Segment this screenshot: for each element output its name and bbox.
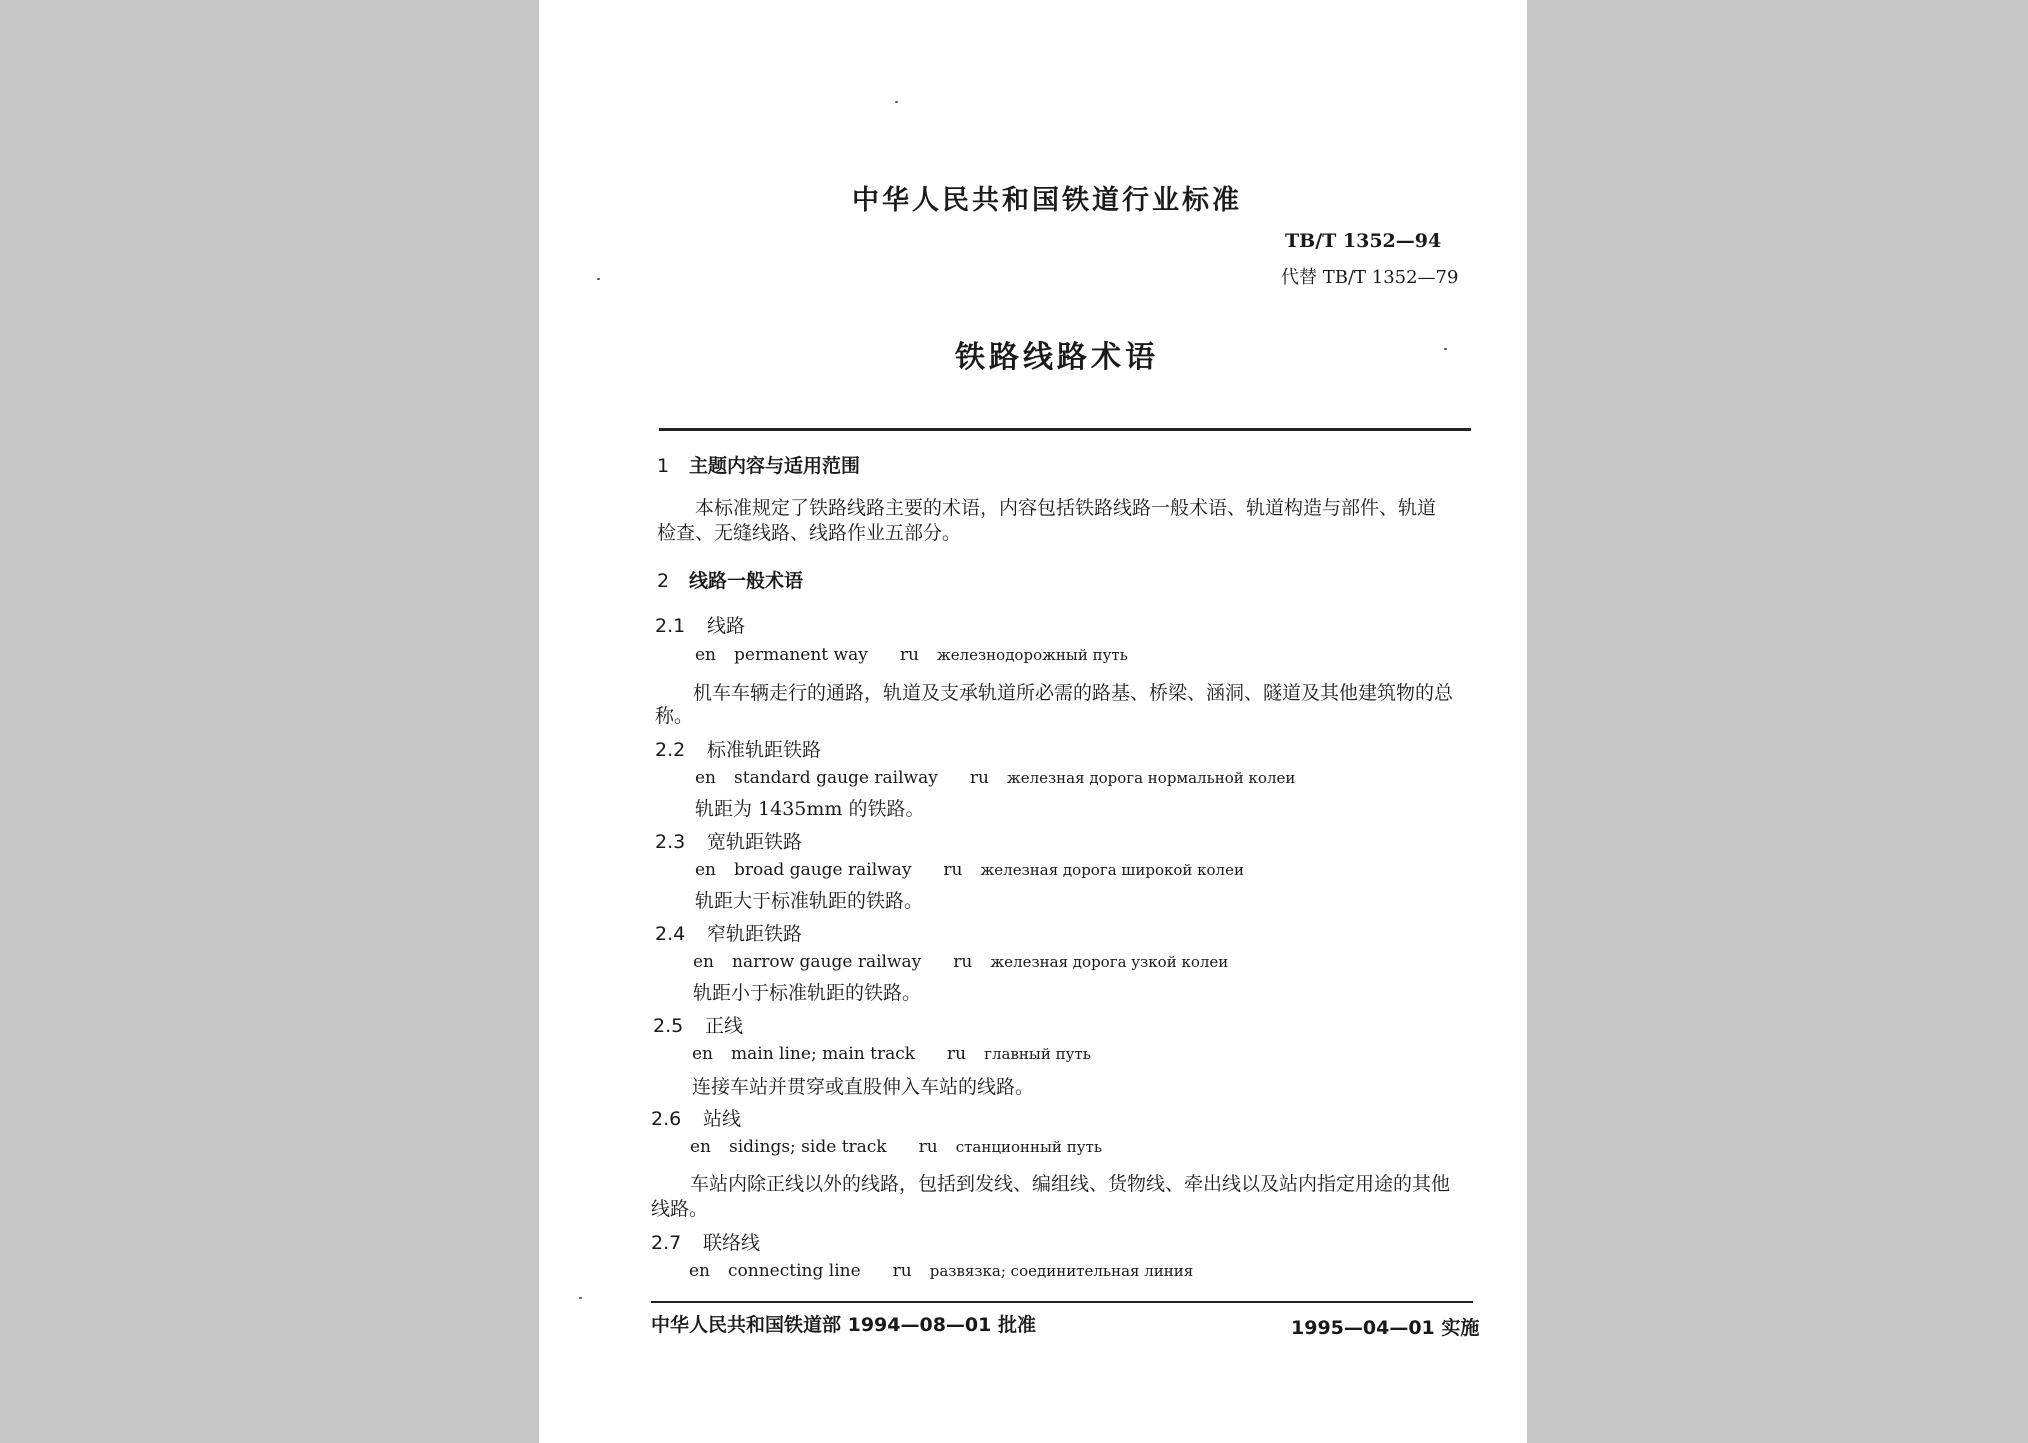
term-translations bbox=[690, 1137, 1102, 1157]
term-heading bbox=[655, 735, 821, 762]
approval-line: 中华人民共和国铁道部 1994—08—01 批准 bbox=[651, 1314, 1036, 1336]
term-definition: 车站内除正线以外的线路，包括到发线、编组线、货物线、牵出线以及站内指定用途的其他 bbox=[690, 1173, 1451, 1195]
term-translations bbox=[693, 952, 1228, 972]
term-translations bbox=[692, 1044, 1091, 1064]
russian-term: железнодорожный путь bbox=[936, 646, 1128, 664]
english-term: main line; main track bbox=[731, 1044, 916, 1064]
russian-term: станционный путь bbox=[955, 1138, 1102, 1156]
term-heading bbox=[655, 827, 802, 854]
scan-speck bbox=[579, 1297, 582, 1299]
footer-divider bbox=[651, 1301, 1473, 1303]
scan-speck bbox=[895, 101, 898, 103]
russian-term: железная дорога широкой колеи bbox=[980, 861, 1244, 879]
ru-tag: ru bbox=[899, 645, 919, 665]
en-tag: en bbox=[695, 768, 717, 788]
term-number: 2.7 bbox=[651, 1232, 682, 1254]
term-definition: 轨距大于标准轨距的铁路。 bbox=[695, 890, 924, 912]
scan-speck bbox=[597, 278, 600, 280]
section-title: 主题内容与适用范围 bbox=[689, 455, 861, 477]
term-name: 宽轨距铁路 bbox=[707, 831, 803, 853]
section-title: 线路一般术语 bbox=[689, 570, 804, 592]
section-number: 1 bbox=[657, 455, 670, 477]
issuer-heading: 中华人民共和国铁道行业标准 bbox=[852, 185, 1242, 216]
ru-tag: ru bbox=[943, 860, 963, 880]
term-heading bbox=[655, 919, 802, 946]
scan-speck bbox=[1444, 348, 1447, 350]
term-translations bbox=[695, 860, 1244, 880]
english-term: broad gauge railway bbox=[734, 860, 912, 880]
english-term: standard gauge railway bbox=[734, 768, 938, 788]
en-tag: en bbox=[689, 1261, 711, 1281]
ru-tag: ru bbox=[947, 1044, 967, 1064]
term-name: 站线 bbox=[703, 1108, 742, 1130]
english-term: connecting line bbox=[728, 1261, 861, 1281]
term-name: 窄轨距铁路 bbox=[707, 923, 803, 945]
russian-term: железная дорога нормальной колеи bbox=[1006, 769, 1296, 787]
english-term: narrow gauge railway bbox=[732, 952, 922, 972]
ru-tag: ru bbox=[892, 1261, 912, 1281]
term-definition: 连接车站并贯穿或直股伸入车站的线路。 bbox=[692, 1076, 1035, 1098]
term-heading bbox=[651, 1228, 760, 1255]
term-definition: 机车车辆走行的通路，轨道及支承轨道所必需的路基、桥梁、涵洞、隧道及其他建筑物的总 bbox=[693, 682, 1454, 704]
term-number: 2.2 bbox=[655, 739, 686, 761]
term-heading bbox=[651, 1104, 741, 1131]
term-definition: 轨距小于标准轨距的铁路。 bbox=[693, 982, 922, 1004]
term-name: 线路 bbox=[707, 615, 746, 637]
term-number: 2.5 bbox=[653, 1015, 684, 1037]
russian-term: развязка; соединительная линия bbox=[929, 1262, 1194, 1280]
term-name: 联络线 bbox=[703, 1232, 761, 1254]
term-heading bbox=[653, 1011, 743, 1038]
term-number: 2.1 bbox=[655, 615, 686, 637]
term-definition: 称。 bbox=[655, 705, 694, 727]
en-tag: en bbox=[693, 952, 715, 972]
term-name: 正线 bbox=[705, 1015, 744, 1037]
term-definition: 线路。 bbox=[651, 1198, 709, 1220]
en-tag: en bbox=[690, 1137, 712, 1157]
term-number: 2.3 bbox=[655, 831, 686, 853]
ru-tag: ru bbox=[969, 768, 989, 788]
term-translations bbox=[695, 768, 1295, 788]
ru-tag: ru bbox=[918, 1137, 938, 1157]
title-divider bbox=[659, 428, 1471, 431]
en-tag: en bbox=[692, 1044, 714, 1064]
document-title: 铁路线路术语 bbox=[955, 340, 1159, 375]
term-translations bbox=[695, 645, 1128, 665]
term-number: 2.6 bbox=[651, 1108, 682, 1130]
term-number: 2.4 bbox=[655, 923, 686, 945]
russian-term: главный путь bbox=[984, 1045, 1091, 1063]
standard-number: TB/T 1352—94 bbox=[1285, 230, 1442, 252]
document-page bbox=[539, 0, 1527, 1443]
effective-date: 1995—04—01 实施 bbox=[1291, 1317, 1480, 1339]
section-number: 2 bbox=[657, 570, 670, 592]
term-definition: 轨距为 1435mm 的铁路。 bbox=[695, 798, 925, 820]
english-term: permanent way bbox=[734, 645, 868, 665]
replaces-standard: 代替 TB/T 1352—79 bbox=[1281, 267, 1459, 288]
term-translations bbox=[689, 1261, 1193, 1281]
en-tag: en bbox=[695, 645, 717, 665]
ru-tag: ru bbox=[953, 952, 973, 972]
russian-term: железная дорога узкой колеи bbox=[990, 953, 1229, 971]
section-heading bbox=[657, 566, 803, 593]
section-heading bbox=[657, 451, 860, 478]
english-term: sidings; side track bbox=[729, 1137, 887, 1157]
en-tag: en bbox=[695, 860, 717, 880]
paragraph-line: 检查、无缝线路、线路作业五部分。 bbox=[657, 522, 962, 544]
paragraph-line: 本标准规定了铁路线路主要的术语，内容包括铁路线路一般术语、轨道构造与部件、轨道 bbox=[695, 497, 1437, 519]
term-heading bbox=[655, 611, 745, 638]
term-name: 标准轨距铁路 bbox=[707, 739, 822, 761]
